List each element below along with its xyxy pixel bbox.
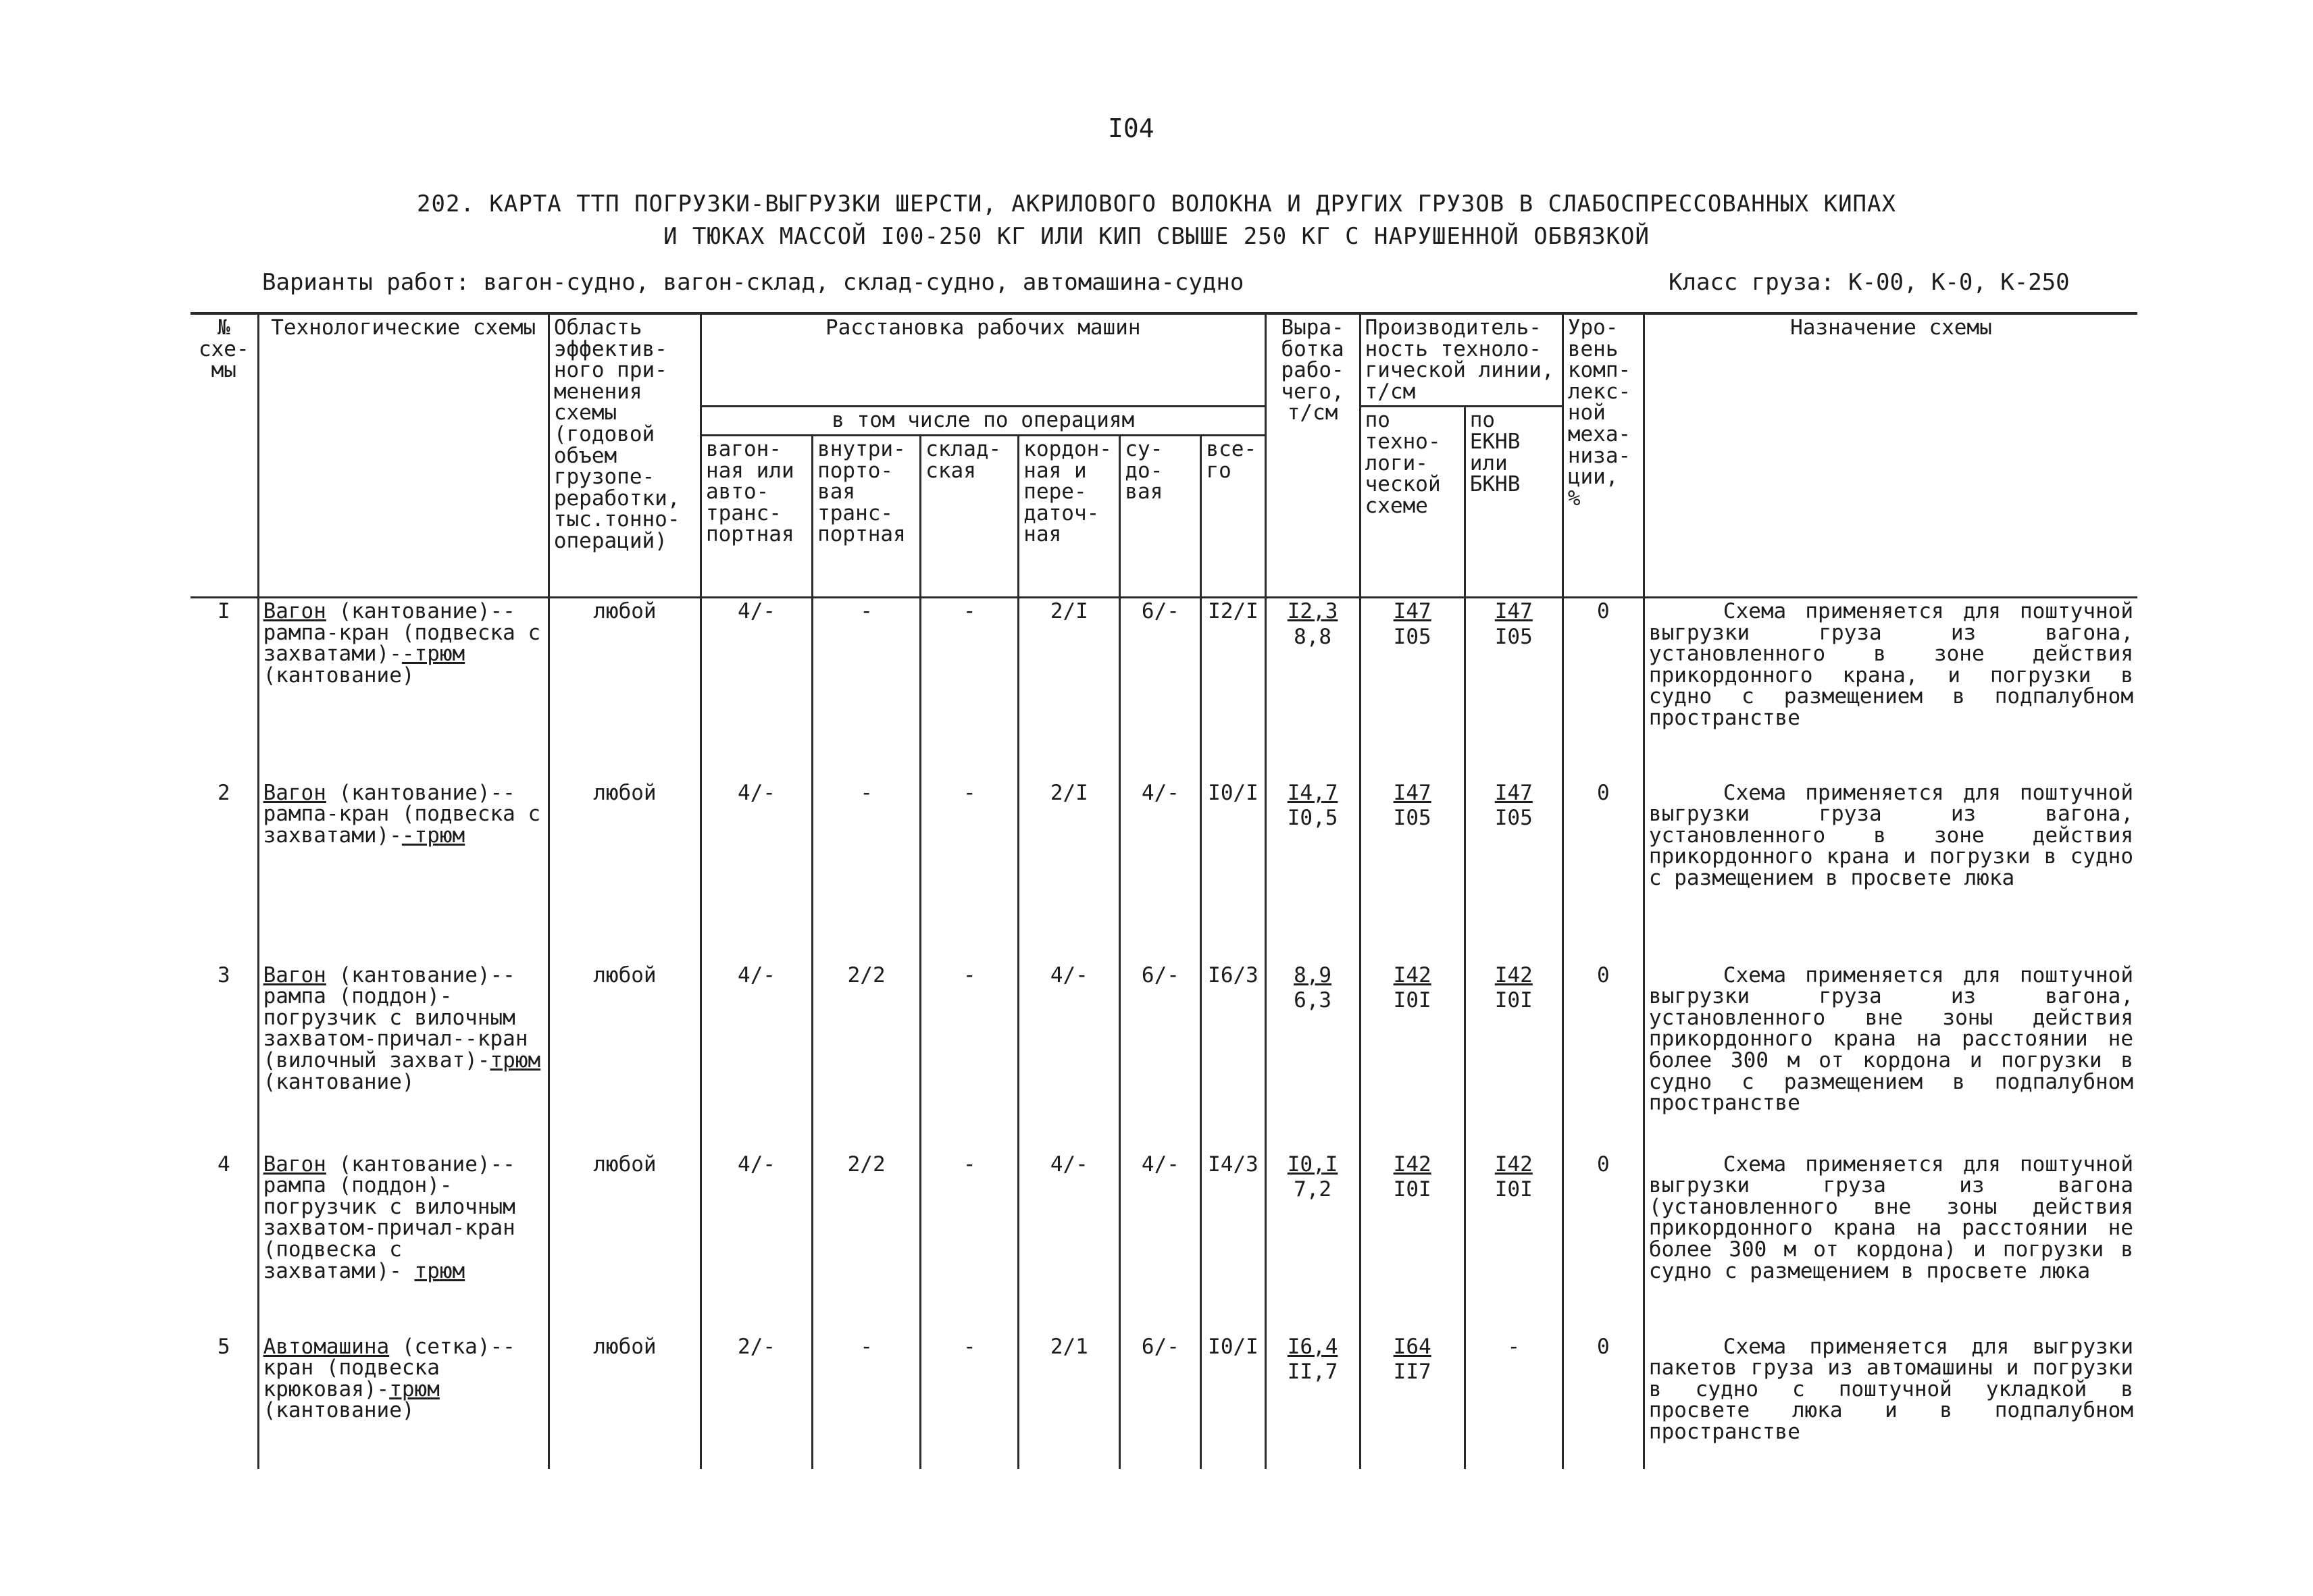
document-title-line-2: И ТЮКАХ МАССОЙ I00-250 КГ ИЛИ КИП СВЫШЕ 250 КГ С НАРУШЕННОЙ ОБВЯЗКОЙ <box>663 223 1650 250</box>
table-row <box>190 598 2137 780</box>
scheme-end: (кантование) <box>263 1069 415 1094</box>
cordon-machines: 2/I <box>1019 598 1120 780</box>
tech-productivity <box>1360 598 1465 780</box>
eknv-productivity <box>1465 962 1562 1152</box>
application-area: любой <box>549 962 701 1152</box>
scheme-description <box>258 962 549 1152</box>
total-machines: I2/I <box>1201 598 1265 780</box>
output-numerator: I2,3 <box>1287 599 1338 624</box>
header-by-eknv: по ЕКНВ или БКНВ <box>1465 407 1562 598</box>
scheme-start: Вагон <box>263 1152 326 1177</box>
header-scheme-purpose: Назначение схемы <box>1644 313 2137 598</box>
output-numerator: 8,9 <box>1294 962 1332 987</box>
scheme-purpose: Схема применяется для поштучной выгрузки груза из вагона, установленного в зоне действия прикордонного крана, и погрузки в судно с размещением в подпалубном пространстве <box>1644 598 2137 780</box>
scheme-middle: (кантование)--рампа-кран (подвеска с захватами)- <box>263 780 541 848</box>
scheme-middle: (кантование)--рампа (поддон)-погрузчик с вилочным захватом-причал--кран (вилочный захват)- <box>263 962 528 1073</box>
cargo-class: Класс груза: К-00, К-0, К-250 <box>1669 269 2070 296</box>
tech-productivity <box>1360 1152 1465 1334</box>
cordon-machines: 2/I <box>1019 780 1120 962</box>
scheme-hold: -трюм <box>401 823 465 848</box>
scheme-number: 2 <box>217 780 230 805</box>
scheme-middle: (сетка)--кран (подвеска крюковая)- <box>263 1334 515 1401</box>
scheme-purpose: Схема применяется для выгрузки пакетов груза из автомашины и погрузки в судно с поштучной укладкой в просвете люка и в подпалубном пространстве <box>1644 1334 2137 1469</box>
eknv-denominator: I0I <box>1494 988 1533 1013</box>
warehouse-machines: - <box>921 962 1019 1152</box>
header-ship-operation: су-до-вая <box>1120 436 1201 598</box>
table-row <box>190 1152 2137 1334</box>
warehouse-machines: - <box>921 780 1019 962</box>
eknv-numerator: I42 <box>1494 1152 1533 1177</box>
eknv-denominator: I0I <box>1494 1177 1533 1202</box>
header-intraport-operation: внутри-порто-вая транс-портная <box>813 436 921 598</box>
header-mechanization-level: Уро-вень комп-лекс-ной меха-низа-ции, % <box>1562 313 1644 598</box>
tech-denominator: II7 <box>1393 1360 1431 1385</box>
scheme-description <box>258 1334 549 1469</box>
page-number: I04 <box>1108 113 1154 143</box>
scheme-start: Вагон <box>263 599 326 624</box>
eknv-denominator: I05 <box>1494 624 1533 649</box>
scheme-description <box>258 780 549 962</box>
output-numerator: I0,I <box>1287 1152 1338 1177</box>
total-machines: I0/I <box>1201 780 1265 962</box>
tech-denominator: I05 <box>1393 806 1431 831</box>
warehouse-machines: - <box>921 598 1019 780</box>
table-row <box>190 1334 2137 1469</box>
worker-output <box>1265 780 1360 962</box>
header-technological-schemes: Технологические схемы <box>258 313 549 598</box>
worker-output <box>1265 1152 1360 1334</box>
scheme-description <box>258 1152 549 1334</box>
application-area: любой <box>549 598 701 780</box>
header-total: все-го <box>1201 436 1265 598</box>
header-machine-placement: Расстановка рабочих машин <box>701 313 1265 407</box>
scheme-purpose: Схема применяется для поштучной выгрузки груза из вагона, установленного в зоне действия прикордонного крана и погрузки в судно с размещением в просвете люка <box>1644 780 2137 962</box>
header-warehouse-operation: склад-ская <box>921 436 1019 598</box>
worker-output <box>1265 1334 1360 1469</box>
ship-machines: 6/- <box>1120 962 1201 1152</box>
eknv-denominator: I05 <box>1494 806 1533 831</box>
scheme-start: Вагон <box>263 962 326 987</box>
scheme-middle: (кантование)--рампа (поддон)-погрузчик с вилочным захватом-причал-кран (подвеска с захватами)- <box>263 1152 515 1283</box>
eknv-numerator: I42 <box>1494 962 1533 987</box>
scheme-start: Вагон <box>263 780 326 805</box>
eknv-numerator: I47 <box>1494 599 1533 624</box>
cordon-machines: 2/1 <box>1019 1334 1120 1469</box>
header-by-tech-scheme: по техно-логи-ческой схеме <box>1360 407 1465 598</box>
output-denominator: 8,8 <box>1294 624 1332 649</box>
scheme-start: Автомашина <box>263 1334 390 1359</box>
tech-numerator: I42 <box>1393 962 1431 987</box>
cordon-machines: 4/- <box>1019 962 1120 1152</box>
header-cordon-operation: кордон-ная и пере-даточ-ная <box>1019 436 1120 598</box>
document-title-line-1: 202. КАРТА ТТП ПОГРУЗКИ-ВЫГРУЗКИ ШЕРСТИ, АКРИЛОВОГО ВОЛОКНА И ДРУГИХ ГРУЗОВ В СЛАБОСПРЕССОВАННЫХ КИПАХ <box>417 190 1896 217</box>
wagon-machines: 4/- <box>701 598 812 780</box>
mechanization-level: 0 <box>1562 598 1644 780</box>
output-denominator: I0,5 <box>1287 806 1338 831</box>
scheme-purpose: Схема применяется для поштучной выгрузки груза из вагона, установленного вне зоны действия прикордонного крана на расстоянии не более 300 м от кордона и погрузки в судно с размещением в подпалубном пространстве <box>1644 962 2137 1152</box>
wagon-machines: 2/- <box>701 1334 812 1469</box>
tech-denominator: I05 <box>1393 624 1431 649</box>
eknv-productivity <box>1465 598 1562 780</box>
tech-productivity <box>1360 1334 1465 1469</box>
scheme-number: 3 <box>217 962 230 987</box>
ship-machines: 6/- <box>1120 598 1201 780</box>
cordon-machines: 4/- <box>1019 1152 1120 1334</box>
header-worker-output: Выра-ботка рабо-чего, т/см <box>1265 313 1360 598</box>
ttp-table <box>190 312 2137 1469</box>
application-area: любой <box>549 1152 701 1334</box>
tech-denominator: I0I <box>1393 988 1431 1013</box>
scheme-number: 5 <box>217 1334 230 1359</box>
work-variants: Варианты работ: вагон-судно, вагон-склад, склад-судно, автомашина-судно <box>262 269 1244 296</box>
scheme-purpose: Схема применяется для поштучной выгрузки груза из вагона (установленного вне зоны действия прикордонного крана на расстоянии не более 300 м от кордона) и погрузки в судно с размещением в просвете люка <box>1644 1152 2137 1334</box>
ship-machines: 6/- <box>1120 1334 1201 1469</box>
table-row <box>190 780 2137 962</box>
application-area: любой <box>549 780 701 962</box>
tech-denominator: I0I <box>1393 1177 1431 1202</box>
table-row <box>190 962 2137 1152</box>
mechanization-level: 0 <box>1562 962 1644 1152</box>
scheme-number: I <box>217 599 230 624</box>
ship-machines: 4/- <box>1120 780 1201 962</box>
total-machines: I4/3 <box>1201 1152 1265 1334</box>
scheme-number: 4 <box>217 1152 230 1177</box>
header-by-operations: в том числе по операциям <box>701 407 1265 436</box>
application-area: любой <box>549 1334 701 1469</box>
worker-output <box>1265 598 1360 780</box>
tech-numerator: I42 <box>1393 1152 1431 1177</box>
ship-machines: 4/- <box>1120 1152 1201 1334</box>
intraport-machines: 2/2 <box>813 962 921 1152</box>
eknv-productivity <box>1465 780 1562 962</box>
output-numerator: I4,7 <box>1287 780 1338 805</box>
total-machines: I0/I <box>1201 1334 1265 1469</box>
scheme-hold: трюм <box>414 1258 465 1283</box>
header-line-productivity: Производитель-ность техноло-гической линии, т/см <box>1360 313 1562 407</box>
tech-numerator: I47 <box>1393 780 1431 805</box>
scheme-hold: трюм <box>490 1048 541 1073</box>
output-denominator: 7,2 <box>1294 1177 1332 1202</box>
wagon-machines: 4/- <box>701 962 812 1152</box>
header-wagon-operation: вагон-ная или авто-транс-портная <box>701 436 812 598</box>
wagon-machines: 4/- <box>701 1152 812 1334</box>
header-application-area: Область эффектив-ного при-менения схемы (годовой объем грузопе-реработки, тыс.тонно-операций) <box>549 313 701 598</box>
scheme-end: (кантование) <box>263 1398 415 1423</box>
intraport-machines: - <box>813 1334 921 1469</box>
eknv-productivity <box>1465 1152 1562 1334</box>
tech-productivity <box>1360 780 1465 962</box>
eknv-productivity <box>1465 1334 1562 1469</box>
scheme-end: (кантование) <box>263 663 415 688</box>
tech-numerator: I47 <box>1393 599 1431 624</box>
tech-numerator: I64 <box>1393 1334 1431 1359</box>
scheme-middle: (кантование)--рампа-кран (подвеска с захватами)- <box>263 599 541 667</box>
warehouse-machines: - <box>921 1152 1019 1334</box>
scheme-hold: -трюм <box>401 642 465 667</box>
total-machines: I6/3 <box>1201 962 1265 1152</box>
intraport-machines: - <box>813 598 921 780</box>
header-scheme-number: № схе-мы <box>190 313 258 598</box>
wagon-machines: 4/- <box>701 780 812 962</box>
mechanization-level: 0 <box>1562 1152 1644 1334</box>
intraport-machines: - <box>813 780 921 962</box>
scheme-description <box>258 598 549 780</box>
scheme-hold: трюм <box>389 1376 440 1401</box>
mechanization-level: 0 <box>1562 1334 1644 1469</box>
output-denominator: II,7 <box>1287 1360 1338 1385</box>
eknv-numerator: I47 <box>1494 780 1533 805</box>
tech-productivity <box>1360 962 1465 1152</box>
intraport-machines: 2/2 <box>813 1152 921 1334</box>
output-numerator: I6,4 <box>1287 1334 1338 1359</box>
eknv-numerator: - <box>1507 1334 1521 1359</box>
output-denominator: 6,3 <box>1294 988 1332 1013</box>
worker-output <box>1265 962 1360 1152</box>
warehouse-machines: - <box>921 1334 1019 1469</box>
mechanization-level: 0 <box>1562 780 1644 962</box>
